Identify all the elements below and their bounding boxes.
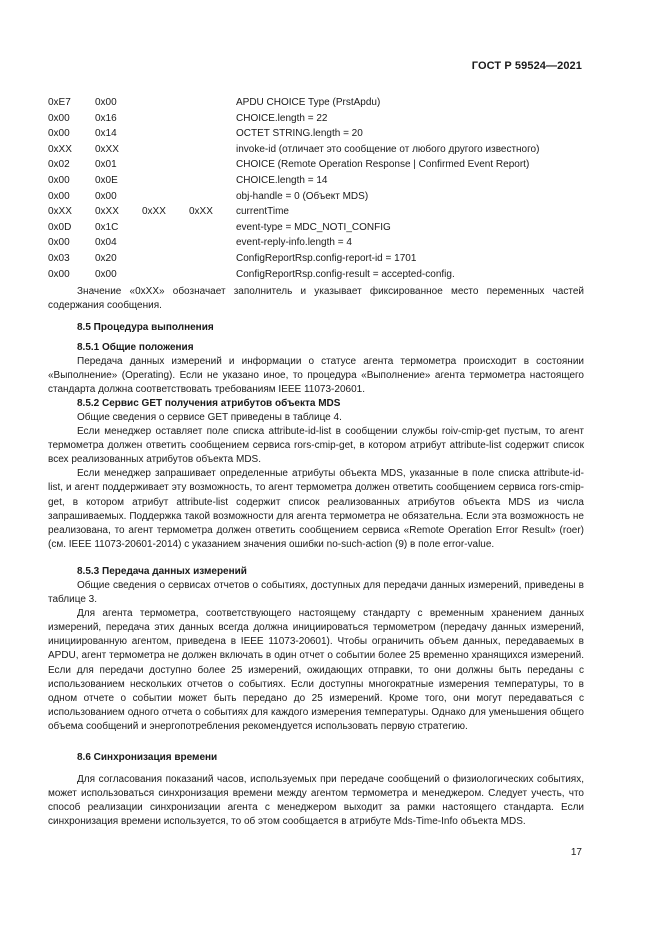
hex-row: 0x03 0x20 ConfigReportRsp.config-report-id = 1701	[48, 252, 417, 264]
section-heading-8-5-1: 8.5.1 Общие положения	[77, 342, 194, 353]
section-8-5-3-body	[48, 579, 584, 734]
hex-row: 0x00 0x00 obj-handle = 0 (Объект MDS)	[48, 190, 369, 202]
hex-row: 0x00 0x16 CHOICE.length = 22	[48, 112, 328, 124]
section-heading-8-5: 8.5 Процедура выполнения	[77, 322, 214, 333]
page-number: 17	[570, 847, 582, 858]
hex-row: 0x00 0x14 OCTET STRING.length = 20	[48, 128, 363, 140]
section-8-5-2-body	[48, 411, 584, 552]
section-heading-8-6: 8.6 Синхронизация времени	[77, 752, 218, 763]
section-heading-8-5-2: 8.5.2 Сервис GET получения атрибутов объекта MDS	[77, 398, 341, 409]
apdu-hex-table	[48, 95, 588, 282]
hex-row: 0x02 0x01 CHOICE (Remote Operation Response | Confirmed Event Report)	[48, 159, 530, 171]
paragraph: Если менеджер оставляет поле списка attribute-id-list в сообщении службы roiv-cmip-get пустым, то агент термометра должен ответить сообщением сервиса rors-cmip-get, в котором атрибут attribute-list содержит список всех реализованных атрибутов объекта MDS.	[48, 426, 584, 466]
placeholder-note	[48, 285, 584, 313]
hex-row: 0xE7 0x00 APDU CHOICE Type (PrstApdu)	[48, 97, 381, 108]
section-heading-8-5-3: 8.5.3 Передача данных измерений	[77, 566, 247, 577]
hex-row: 0x0D 0x1C event-type = MDC_NOTI_CONFIG	[48, 221, 391, 233]
hex-row: 0x00 0x04 event-reply-info.length = 4	[48, 237, 352, 249]
standard-header: ГОСТ Р 59524—2021	[471, 60, 582, 72]
section-8-6-body	[48, 773, 584, 829]
paragraph: Для согласования показаний часов, используемых при передаче сообщений о физиологических событиях, может использоваться синхронизация времени между агентом термометра и менеджером. Следует учесть, что способ реализации синхронизации агента с менеджером выходит за рамки настоящего стандарта. Если синхронизация времени используется, то об этом сообщается в атрибуте Mds-Time-Info объекта MDS.	[48, 774, 584, 828]
paragraph: Общие сведения о сервисах отчетов о событиях, доступных для передачи данных измерений, приведены в таблице 3.	[48, 580, 584, 606]
paragraph: Для агента термометра, соответствующего настоящему стандарту с временным хранением данных измерений, передача этих данных всегда должна инициироваться термометром (передачу данных измерений, инициированную агентом, приведена в IEEE 11073-20601). Чтобы ограничить объем данных, передаваемых в APDU, агент термометра не должен включать в один отчет о событии более 25 временно хранящихся измерений. Если для передачи доступно более 25 измерений, ожидающих отправки, то они должны быть переданы с использованием нескольких отчетов о событиях. Если доступны многократные измерения температуры, то в одном отчете о событии может быть передано до 25 измерений. Кроме того, они могут передаваться с использованием одного отчета о событиях для каждого измерения температуры. Однако для уменьшения общего объема сообщений и энергопотребления рекомендуется использовать первую стратегию.	[48, 608, 584, 732]
hex-row: 0x00 0x0E CHOICE.length = 14	[48, 174, 328, 186]
hex-row: 0xXX 0xXX 0xXX 0xXX currentTime	[48, 206, 289, 218]
note-paragraph: Значение «0xXX» обозначает заполнитель и указывает фиксированное место переменных частей содержания сообщения.	[48, 286, 584, 312]
section-8-5-1-body	[48, 355, 584, 397]
paragraph: Передача данных измерений и информации о статусе агента термометра происходит в состоянии «Выполнение» (Operating). Если не указано иное, то процедура «Выполнение» агента термометра настоящего стандарта должна соответствовать требованиям IEEE 11073-20601.	[48, 356, 584, 396]
paragraph: Общие сведения о сервисе GET приведены в таблице 4.	[77, 412, 342, 423]
paragraph: Если менеджер запрашивает определенные атрибуты объекта MDS, указанные в поле списка attribute-id-list, и агент поддерживает эту возможность, то агент термометра должен ответить сообщением сервиса rors-cmip-get, в котором атрибут attribute-list содержит список реализованных атрибутов объекта MDS из числа запрашиваемых. Поддержка такой возможности для агента термометра не обязательна. Если эта возможность не реализована, то агент термометра должен ответить сообщением сервиса «Remote Operation Error Result» (roer) (см. IEEE 11073-20601-2014) с указанием значения ошибки no-such-action (9) в поле error-value.	[48, 468, 584, 550]
hex-row: 0x00 0x00 ConfigReportRsp.config-result = accepted-config.	[48, 268, 455, 280]
hex-row: 0xXX 0xXX invoke-id (отличает это сообщение от любого другого известного)	[48, 143, 540, 155]
